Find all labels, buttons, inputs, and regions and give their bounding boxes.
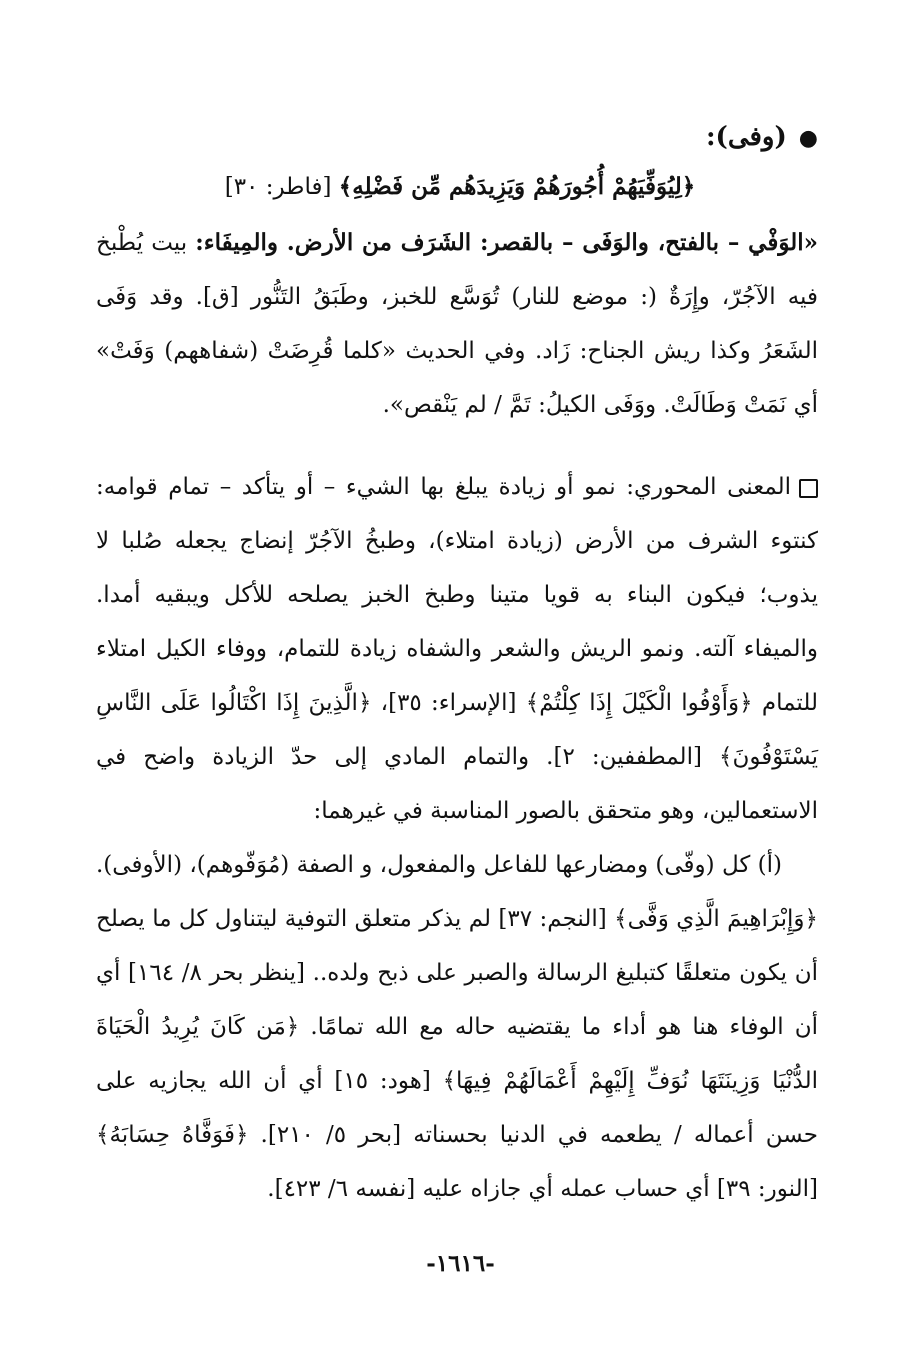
entry-heading (706, 112, 818, 163)
page-number: -١٦١٦- (426, 1250, 495, 1277)
square-icon (799, 479, 818, 498)
forms-text: (أ) كل (وفّى) ومضارعها للفاعل والمفعول، و الصفة (مُوَفّوهم)، (الأوفى). ﴿وَإِبْرَاهِيمَ الَّذِي وَفَّى﴾ [النجم: ٣٧] لم يذكر متعلق التوفية ليتناول كل ما يصلح أن يكون متعلقًا كتبليغ الرسالة والصبر على ذبح ولده.. [ينظر بحر ٨/ ١٦٤] أي أن الوفاء هنا هو أداء ما يقتضيه حاله مع الله تمامًا. ﴿مَن كَانَ يُرِيدُ الْحَيَاةَ الدُّنْيَا وَزِينَتَهَا نُوَفِّ إِلَيْهِمْ أَعْمَالَهُمْ فِيهَا﴾ [هود: ١٥] أي أن الله يجازيه على حسن أعماله / يطعمه في الدنيا بحسناته [بحر ٥/ ٢١٠]. ﴿فَوَفَّاهُ حِسَابَهُ﴾ [النور: ٣٩] أي حساب عمله أي جازاه عليه [نفسه ٦/ ٤٢٣]. (96, 852, 819, 1202)
lexical-definition-rest: بيت يُطْبخ فيه الآجُرّ، وإِرَةٌ (: موضع للنار) تُوَسَّع للخبز، وطَبَقُ التَنُّور [ق]. وقد وَفَى الشَعَرُ وكذا ريش الجناح: زَاد. وفي الحديث «كلما قُرِضَتْ (شفاههم) وَفَتْ» أي نَمَتْ وَطَالَتْ. ووَفَى الكيلُ: تَمَّ / لم يَنْقص». (96, 230, 818, 418)
bullet-icon: ● (798, 125, 818, 151)
forms-paragraph (96, 838, 818, 1216)
core-meaning-paragraph (96, 460, 818, 838)
verse-text: ﴿لِيُوَفِّيَهُمْ أُجُورَهُمْ وَيَزِيدَهُم مِّن فَضْلِهِ﴾ (338, 173, 696, 200)
quranic-verse (190, 160, 730, 214)
core-meaning-text: نمو أو زيادة يبلغ بها الشيء – أو يتأكد – تمام قوامه: كنتوء الشرف من الأرض (زيادة امتلاء)، وطبخُ الآجُرّ إنضاج يجعله صُلبا لا يذوب؛ فيكون البناء به قويا متينا وطبخ الخبز يصلحه للأكل ويبقيه أمدا. والميفاء آلته. ونمو الريش والشعر والشفاه زيادة للتمام، ووفاء الكيل امتلاء للتمام ﴿وَأَوْفُوا الْكَيْلَ إِذَا كِلْتُمْ﴾ [الإسراء: ٣٥]، ﴿الَّذِينَ إِذَا اكْتَالُوا عَلَى النَّاسِ يَسْتَوْفُونَ﴾ [المطففين: ٢]. والتمام المادي إلى حدّ الزيادة واضح في الاستعمالين، وهو متحقق بالصور المناسبة في غيرهما: (96, 474, 818, 824)
verse-reference: [فاطر: ٣٠] (224, 174, 332, 200)
entry-root: (وفى): (705, 122, 787, 152)
core-meaning-label: المعنى المحوري: (626, 474, 792, 500)
lexical-definition-bold: «الوَفْي – بالفتح، والوَفَى – بالقصر: الشَرَف من الأرض. والمِيفَاء: (195, 229, 818, 256)
lexical-paragraph (96, 216, 818, 432)
